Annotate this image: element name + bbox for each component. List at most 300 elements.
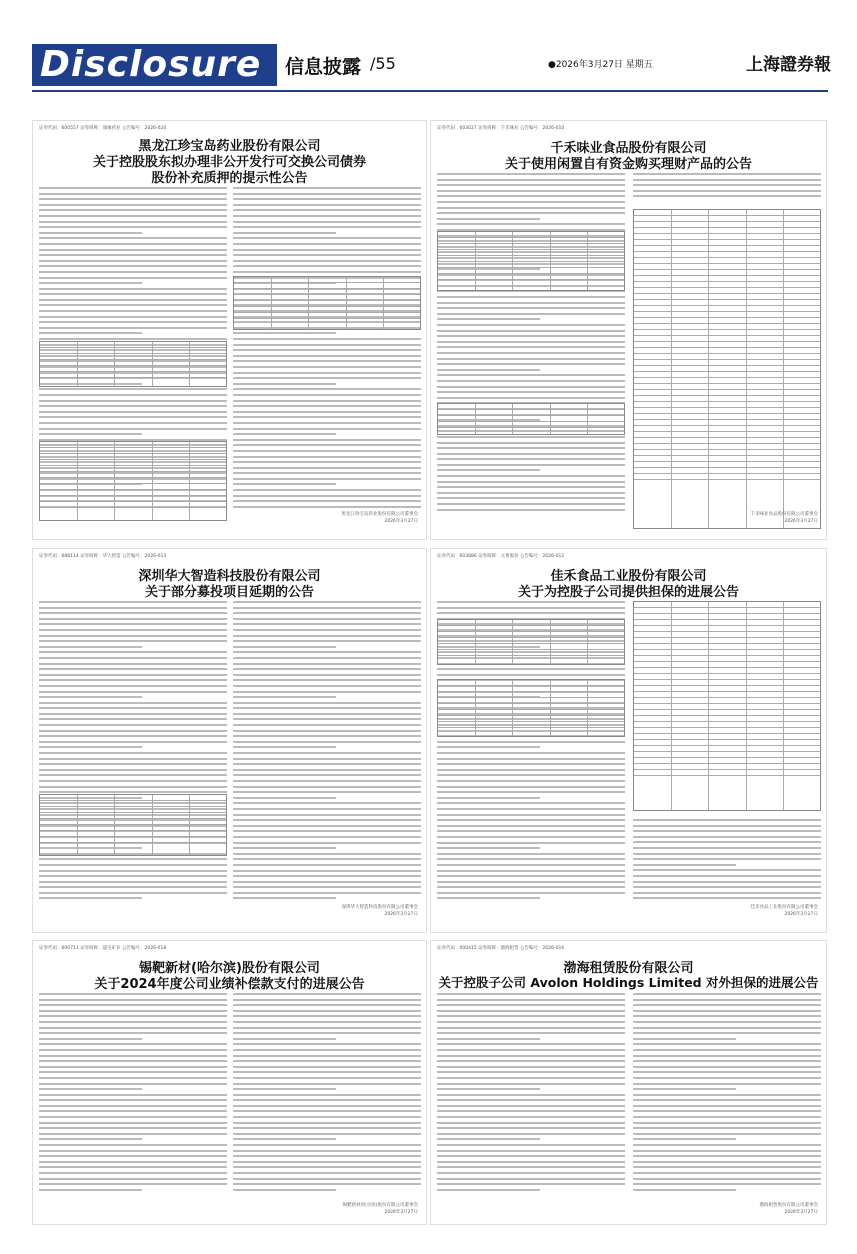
- text-line: [39, 1116, 227, 1118]
- page-number: /55: [370, 54, 396, 73]
- product-table: [437, 231, 625, 291]
- text-line: [233, 640, 421, 642]
- text-line: [437, 464, 625, 466]
- text-line: [437, 864, 625, 866]
- text-line: [39, 1138, 142, 1140]
- text-line: [633, 819, 821, 821]
- text-line: [39, 993, 227, 995]
- text-line: [437, 318, 540, 320]
- text-line: [39, 1015, 227, 1017]
- text-line: [233, 612, 421, 614]
- text-line: [39, 657, 227, 659]
- text-line: [233, 1083, 421, 1085]
- text-line: [437, 1055, 625, 1057]
- text-line: [233, 724, 421, 726]
- text-line: [633, 999, 821, 1001]
- text-line: [437, 875, 625, 877]
- text-line: [437, 993, 625, 995]
- text-line: [233, 1043, 421, 1045]
- text-line: [437, 475, 625, 477]
- text-line: [39, 416, 227, 418]
- signature-date: 2026年3月27日: [384, 1210, 418, 1215]
- text-line: [233, 383, 336, 385]
- text-line: [233, 209, 421, 211]
- text-line: [233, 254, 421, 256]
- text-line: [233, 657, 421, 659]
- text-line: [437, 1032, 625, 1034]
- text-line: [39, 271, 227, 273]
- panel-title-line: 关于控股股东拟办理非公开发行可交换公司债券: [92, 155, 366, 170]
- text-line: [39, 1161, 227, 1163]
- table-column-rule: [587, 232, 588, 290]
- panel-signature: 佳禾食品工业股份有限公司董事会 2026年3月27日: [750, 905, 818, 917]
- table-row: [40, 502, 226, 508]
- text-line: [39, 209, 227, 211]
- text-line: [233, 646, 336, 648]
- table-column-rule: [550, 232, 551, 290]
- text-line: [39, 875, 227, 877]
- text-line: [39, 730, 227, 732]
- panel-signature: 渤海租赁股份有限公司董事会 2026年3月27日: [759, 1203, 818, 1215]
- text-line: [633, 1060, 821, 1062]
- panel-meta: 证券代码：688114 证券简称：华大智造 公告编号：2026-013: [39, 554, 167, 559]
- text-line: [233, 405, 421, 407]
- text-line: [39, 310, 227, 312]
- text-line: [633, 1144, 821, 1146]
- text-line: [633, 1071, 821, 1073]
- text-line: [233, 769, 421, 771]
- disclosure-banner: Disclosure: [32, 44, 277, 86]
- text-line: [39, 288, 227, 290]
- panel-title-line: 渤海租赁股份有限公司: [563, 961, 694, 976]
- text-line: [437, 1122, 625, 1124]
- text-line: [633, 1166, 821, 1168]
- text-line: [437, 447, 625, 449]
- text-line: [233, 623, 421, 625]
- text-line: [437, 324, 625, 326]
- text-line: [633, 847, 821, 849]
- text-line: [633, 853, 821, 855]
- text-line: [633, 897, 821, 899]
- table-row: [40, 372, 226, 378]
- text-line: [233, 780, 421, 782]
- text-line: [633, 190, 821, 192]
- text-line: [39, 1010, 227, 1012]
- text-line: [39, 422, 227, 424]
- text-line: [39, 870, 227, 872]
- text-line: [437, 358, 625, 360]
- text-line: [39, 282, 142, 284]
- text-line: [633, 1049, 821, 1051]
- text-line: [39, 198, 227, 200]
- text-line: [39, 635, 227, 637]
- text-line: [437, 1015, 625, 1017]
- text-line: [233, 467, 421, 469]
- table-column-rule: [152, 442, 153, 520]
- panel-signature: 千禾味业食品股份有限公司董事会 2026年3月27日: [750, 512, 818, 524]
- text-line: [437, 758, 625, 760]
- text-line: [39, 707, 227, 709]
- text-line: [39, 1110, 227, 1112]
- table-column-rule: [271, 277, 272, 329]
- text-line: [233, 746, 336, 748]
- text-line: [39, 1133, 227, 1135]
- text-line: [39, 1094, 227, 1096]
- text-line: [39, 1043, 227, 1045]
- text-line: [39, 769, 227, 771]
- text-line: [39, 1150, 227, 1152]
- body-text-right: [233, 993, 421, 1194]
- text-line: [233, 1010, 421, 1012]
- text-line: [233, 875, 421, 877]
- text-line: [633, 1172, 821, 1174]
- text-line: [437, 184, 625, 186]
- text-line: [39, 758, 227, 760]
- text-line: [39, 204, 227, 206]
- text-line: [437, 1066, 625, 1068]
- body-text-left: [39, 601, 227, 903]
- panel-meta: 证券代码：600557 证券简称：康缘药业 公告编号：2026-020: [39, 126, 167, 131]
- table-row: [438, 722, 624, 728]
- text-line: [437, 1004, 625, 1006]
- text-line: [437, 1027, 625, 1029]
- text-line: [39, 293, 227, 295]
- table-row: [40, 837, 226, 843]
- text-line: [39, 691, 227, 693]
- text-line: [633, 1133, 821, 1135]
- signature-date: 2026年3月27日: [784, 912, 818, 917]
- text-line: [437, 223, 625, 225]
- text-line: [233, 1161, 421, 1163]
- text-line: [39, 249, 227, 251]
- text-line: [233, 439, 421, 441]
- text-line: [437, 825, 625, 827]
- text-line: [39, 260, 227, 262]
- table-column-rule: [189, 342, 190, 386]
- table-column-rule: [77, 795, 78, 855]
- text-line: [633, 864, 736, 866]
- text-line: [233, 221, 421, 223]
- text-line: [233, 237, 421, 239]
- panel-signature: 锡靶新材(哈尔滨)股份有限公司董事会 2026年3月27日: [342, 1203, 418, 1215]
- text-line: [39, 735, 227, 737]
- text-line: [633, 1150, 821, 1152]
- text-line: [437, 746, 540, 748]
- text-line: [233, 1021, 421, 1023]
- text-line: [39, 304, 227, 306]
- signature-date: 2026年3月27日: [384, 912, 418, 917]
- table-column-rule: [550, 404, 551, 434]
- text-line: [233, 897, 336, 899]
- text-line: [437, 1021, 625, 1023]
- text-line: [437, 352, 625, 354]
- text-line: [437, 1043, 625, 1045]
- text-line: [437, 1077, 625, 1079]
- text-line: [233, 842, 421, 844]
- text-line: [233, 1049, 421, 1051]
- text-line: [437, 218, 540, 220]
- text-line: [233, 1105, 421, 1107]
- text-line: [437, 674, 625, 676]
- text-line: [39, 864, 227, 866]
- text-line: [39, 388, 227, 390]
- text-line: [233, 713, 421, 715]
- text-line: [437, 612, 625, 614]
- text-line: [437, 752, 625, 754]
- text-line: [233, 271, 421, 273]
- body-text-right: [633, 993, 821, 1194]
- text-line: [39, 1155, 227, 1157]
- text-line: [633, 1178, 821, 1180]
- text-line: [437, 881, 625, 883]
- text-line: [39, 618, 227, 620]
- text-line: [437, 307, 625, 309]
- panel-meta: 证券代码：000415 证券简称：渤海租赁 公告编号：2026-016: [437, 946, 565, 951]
- text-line: [437, 870, 625, 872]
- text-line: [437, 791, 625, 793]
- text-line: [39, 612, 227, 614]
- text-line: [633, 1099, 821, 1101]
- table-column-rule: [512, 404, 513, 434]
- text-line: [39, 1060, 227, 1062]
- text-line: [437, 458, 625, 460]
- text-line: [437, 1133, 625, 1135]
- text-line: [233, 825, 421, 827]
- text-line: [437, 802, 625, 804]
- panel-signature: 深圳华大智造科技股份有限公司董事会 2026年3月27日: [341, 905, 418, 917]
- text-line: [633, 1183, 821, 1185]
- text-line: [233, 1155, 421, 1157]
- table-row: [634, 474, 820, 480]
- text-line: [39, 277, 227, 279]
- text-line: [233, 999, 421, 1001]
- table-column-rule: [114, 342, 115, 386]
- text-line: [437, 797, 540, 799]
- text-line: [437, 1116, 625, 1118]
- text-line: [633, 1010, 821, 1012]
- text-line: [39, 1049, 227, 1051]
- text-line: [233, 853, 421, 855]
- text-line: [233, 629, 421, 631]
- text-line: [233, 1172, 421, 1174]
- text-line: [233, 730, 421, 732]
- text-line: [233, 702, 421, 704]
- text-line: [437, 179, 625, 181]
- text-line: [39, 316, 227, 318]
- text-line: [233, 366, 421, 368]
- text-line: [39, 1077, 227, 1079]
- text-line: [233, 674, 421, 676]
- table-column-rule: [550, 620, 551, 664]
- text-line: [233, 394, 421, 396]
- text-line: [39, 1099, 227, 1101]
- text-line: [233, 993, 421, 995]
- text-line: [437, 999, 625, 1001]
- text-line: [233, 870, 421, 872]
- text-line: [39, 1071, 227, 1073]
- text-line: [437, 808, 625, 810]
- table-column-rule: [475, 680, 476, 736]
- text-line: [633, 1138, 736, 1140]
- text-line: [437, 503, 625, 505]
- text-line: [233, 198, 421, 200]
- panel-title-line: 深圳华大智造科技股份有限公司: [138, 569, 321, 584]
- text-line: [39, 685, 227, 687]
- text-line: [437, 1105, 625, 1107]
- text-line: [233, 847, 336, 849]
- text-line: [233, 668, 421, 670]
- table-column-rule: [189, 442, 190, 520]
- text-line: [437, 369, 540, 371]
- text-line: [437, 453, 625, 455]
- text-line: [233, 428, 421, 430]
- text-line: [633, 184, 821, 186]
- text-line: [39, 1166, 227, 1168]
- text-line: [233, 752, 421, 754]
- text-line: [39, 1105, 227, 1107]
- text-line: [233, 332, 336, 334]
- table-column-rule: [587, 680, 588, 736]
- text-line: [233, 349, 421, 351]
- table-column-rule: [152, 342, 153, 386]
- text-line: [437, 607, 625, 609]
- text-line: [39, 607, 227, 609]
- text-line: [39, 718, 227, 720]
- text-line: [233, 260, 421, 262]
- text-line: [233, 1133, 421, 1135]
- text-line: [633, 836, 821, 838]
- text-line: [437, 842, 625, 844]
- text-line: [39, 1066, 227, 1068]
- table-column-rule: [346, 277, 347, 329]
- panel-title-line: 股份补充质押的提示性公告: [151, 171, 308, 186]
- text-line: [437, 1049, 625, 1051]
- text-line: [39, 679, 227, 681]
- text-line: [437, 302, 625, 304]
- text-line: [633, 1094, 821, 1096]
- text-line: [633, 173, 821, 175]
- text-line: [39, 1083, 227, 1085]
- table-column-rule: [512, 680, 513, 736]
- text-line: [233, 265, 421, 267]
- text-line: [39, 741, 227, 743]
- text-line: [233, 500, 421, 502]
- text-line: [233, 797, 336, 799]
- text-line: [437, 492, 625, 494]
- text-line: [233, 360, 421, 362]
- announcement-panel-1: [32, 120, 427, 540]
- text-line: [633, 858, 821, 860]
- text-line: [233, 1088, 336, 1090]
- text-line: [233, 1122, 421, 1124]
- text-line: [437, 296, 625, 298]
- text-line: [233, 707, 421, 709]
- text-line: [39, 663, 227, 665]
- text-line: [233, 478, 421, 480]
- text-line: [233, 1099, 421, 1101]
- table-column-rule: [708, 602, 709, 810]
- text-line: [233, 416, 421, 418]
- text-line: [633, 1088, 736, 1090]
- text-line: [39, 696, 142, 698]
- text-line: [437, 207, 625, 209]
- text-line: [633, 1155, 821, 1157]
- table-column-rule: [475, 232, 476, 290]
- table-column-rule: [77, 342, 78, 386]
- text-line: [233, 400, 421, 402]
- text-line: [437, 830, 625, 832]
- table-column-rule: [783, 602, 784, 810]
- text-line: [233, 886, 421, 888]
- text-line: [233, 1015, 421, 1017]
- text-line: [39, 892, 227, 894]
- text-line: [633, 1122, 821, 1124]
- text-line: [633, 1116, 821, 1118]
- text-line: [39, 338, 227, 340]
- text-line: [233, 461, 421, 463]
- text-line: [233, 1060, 421, 1062]
- text-line: [39, 1032, 227, 1034]
- text-line: [39, 299, 227, 301]
- text-line: [633, 1015, 821, 1017]
- text-line: [233, 1071, 421, 1073]
- text-line: [39, 774, 227, 776]
- text-line: [39, 400, 227, 402]
- text-line: [233, 204, 421, 206]
- text-line: [233, 377, 421, 379]
- text-line: [39, 237, 227, 239]
- text-line: [233, 388, 421, 390]
- body-text-left: [39, 993, 227, 1194]
- table-column-rule: [671, 602, 672, 810]
- text-line: [633, 1105, 821, 1107]
- text-line: [437, 341, 625, 343]
- text-line: [233, 830, 421, 832]
- text-line: [437, 1088, 540, 1090]
- text-line: [39, 321, 227, 323]
- panel-meta: 证券代码：603886 证券简称：元祖股份 公告编号：2026-012: [437, 554, 565, 559]
- text-line: [39, 724, 227, 726]
- text-line: [233, 808, 421, 810]
- text-line: [233, 679, 421, 681]
- text-line: [39, 1038, 142, 1040]
- body-text-right: [233, 187, 421, 511]
- table-column-rule: [383, 277, 384, 329]
- text-line: [633, 1055, 821, 1057]
- text-line: [437, 741, 625, 743]
- text-line: [437, 201, 625, 203]
- panel-title-line: 佳禾食品工业股份有限公司: [550, 569, 707, 584]
- panel-title-line: 关于为控股子公司提供担保的进展公告: [517, 585, 739, 600]
- text-line: [233, 635, 421, 637]
- table-column-rule: [475, 404, 476, 434]
- table-column-rule: [512, 620, 513, 664]
- guarantee-table: [437, 619, 625, 665]
- text-line: [233, 601, 421, 603]
- text-line: [437, 1110, 625, 1112]
- panel-title-line: 黑龙江珍宝岛药业股份有限公司: [138, 139, 321, 154]
- text-line: [233, 1138, 336, 1140]
- text-line: [437, 346, 625, 348]
- text-line: [39, 897, 142, 899]
- text-line: [233, 763, 421, 765]
- project-table: [39, 794, 227, 856]
- text-line: [39, 411, 227, 413]
- text-line: [633, 1066, 821, 1068]
- text-line: [437, 897, 540, 899]
- text-line: [437, 1178, 625, 1180]
- text-line: [437, 363, 625, 365]
